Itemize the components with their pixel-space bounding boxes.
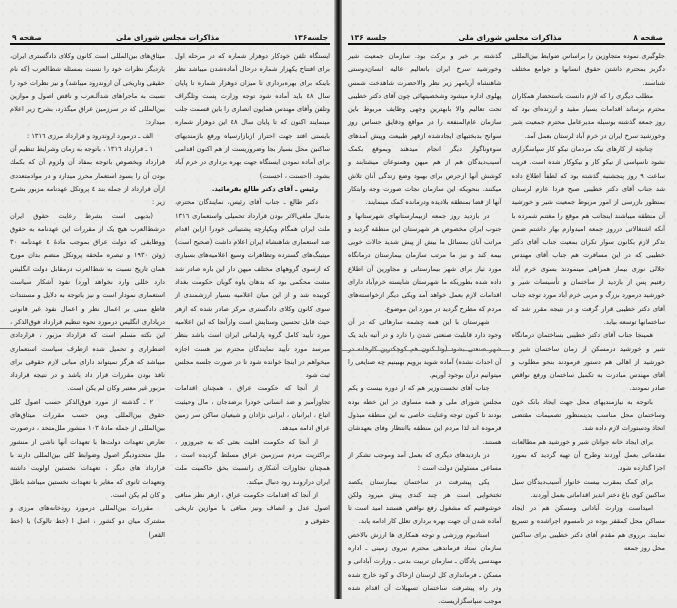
paragraph: استادیوم ورزشی و توجه همکاری ها ارزش بالاخص سازمان ستاد فرماندهی محترم نیروی زمینی ـ اداره مهندسی پادگان ـ سازمان تربیت بدنی ـ وزارت آبادانی و مسکن ـ فرمانداری کل لرستان ازخاک و کود خارج شده ودر راه پیشرفت ساختمان تسهیلات آن اقدام شده موجب سپاسگزاریست.	[348, 530, 502, 606]
paragraph: میثاق‌های بین‌المللی است کانون وکلای دادگستری ایران، باردیگر نظرات خود را نسبت بمسئله شط‌العرب (که نام حقیقی وتاریخی آن اروندرود میباشد) و نیز نظرات خود را نسبت به ماجراهای شدآلـعرب و ناقض اصول و موازین بین‌المللی که در سرزمین عراق میگذرد، بشرح زیر اعلام میدارد:	[10, 52, 165, 127]
paragraph: گذشته بر خیر و برکت بود. سازمان جمعیت شیر وخورشید سرخ ایران باتعالیم عالیه انسان‌دوستی شاهنشاه آریامهر زیر نظر والاحضرت شاهدخت شمس پهلوی اداره میشود وشخصیتهائی چون آقای دکتر خطیبی تحت تعالیم والا بابهترین وجهی وظایف مربوط باین سازمان عام‌المنفعه را در مواقع ودقایق حساس روز سوانح بدبختیهای ایجادشده ازقهر طبیعت وپیش آمدهای سوءوناگوار دیگر انجام میدهند وبموقع بکمک آسیب‌دیدگان هم از هم میهن وهمنوعان میشتابند و کوشش آنها ازحرص برای بهبود وضع زندگی آنان تلاش میکنند. بنحویکه این سازمان نجات صورت وجه وابتکار آنها از قضا بمنطقه بلادیده ودرمانده کمک مینمایند.	[348, 52, 502, 207]
scan-artifact-line	[0, 328, 170, 329]
paragraph: ۲ ـ گذشته از مورد فوق‌الذکر حسب اصول کلی حقوق بین‌المللی وبین حسب مقررات میثاق‌های بین‌المللی از جمله مادهٔ ۱۰۳ منشور ملل‌متحد ، درصورت تعارض تعهدات دولت‌ها با تعهدات آنها ناشی از منشور ملل متحدودیگر اصول وضوابط کلی بین‌المللی دارند با قرارداد های دیگر ، تعهدات نخستین اولویت داشته وتعهدات ثانوی که مغایر با تعهدات نخستین میباشد باطل و کان لم یکن است.	[10, 397, 165, 499]
paragraph: مطلب دیگری را که لازم دانست باستحضار همکاران محترم برساند اقدامات بسیار مفید و ارزنده‌ای بود که روز جمعه گذشته بوسیله مدیرعامل محترم جمعیت شیر وخورشید سرخ ایران در خرم آباد لرستان بعمل آمد.	[511, 91, 665, 140]
paragraph: امیداست وزارت آبادانی ومسکن هم در ایجاد مساکن محل کمقفر بوده در تامسوم اجراشده و تسریع نمایند. برروی هم مقدم آقای دکتر خطیبی برای ساکنین محل روز جمعه	[511, 504, 665, 552]
paragraph: ایستگاه تلفن خودکار دوهزار شماره که در مرحله اول برای افتتاح یکهزار شماره درحال آماده‌شدن میباشد نظر باینکه برای بهره‌برداری تا میزان دوهزار شماره تا پایان سال ٤٨ باید آماده شود توجه وزارت پست وتلگراف وتلفن وآقای مهندس همایون انصاری را باین قسمت جلب مینمایند اکنون که تا پایان سال ٤٨ این دوهزار شماره بایستی افتد جهت احتراز ازبازارسیاه ورفع بازمندیهای ساکنین محل بسیار بجا وضروریست از هم اکنون اقدامی برای آماده نمودن ایستگاه جهت بهره برداری در خرم آباد بشود. (احسنت ، احسنت)	[175, 52, 330, 180]
paragraph: از آنجا که حکومت اقلیت بعثی که به جبروزور ، براکثریت مردم سرزمین عراق مسلط گردیده است ، همچنان تجاوزات آشکاری رانسبت بحق حاکمیت ملت ایران درارونـد رود دنبال میکند.	[175, 437, 330, 486]
paragraph: شهرستان با این همه چشمه سارهائی که در آن وجود دارد قابلیت صنعتی شدن را دارد و در آتیه باید یک شهر صنعتی بشود (وتا کنون هم کوچکترین کارخانه در آن احداث نشده) آماده شوید برویم بهبینیم چه صنایعی را میتوانیم درآن بوجود آوریم.	[348, 317, 502, 380]
paragraph: در بازدیدهای دیگری که بعمل آمد وموجب تشکر از مساعی مسئولین دولت است :	[348, 450, 502, 473]
session-number: جلسه۱۳۶	[293, 33, 328, 42]
page-number: صفحه ۸	[633, 33, 663, 42]
page-8	[340, 0, 677, 606]
paragraph: مقررات بین‌المللی درمورد رودخانه‌های مرزی و مشترک میان دو کشور ، اصل ا (خط تالوک) یا (خط القعر)	[10, 504, 165, 539]
paragraph: برای ایجاد خانه جوانان شیر و خورشید هم مطالعات مقدماتی بعمل آوردند وطرح آن تهیه گردید که بمورد اجرا گذارده شود.	[511, 437, 665, 473]
paragraph: در بازدید روز جمعه ازبیمارستانهای شهرستانها و جنوب ایران مخصوص هر شهرستان این منطقه گردید و مراتب آنان بمسائل ما بیش از پیش شدید حالات خوبی بیمه کند و نیز ما مرتب سازمان بیمارستان درمانگاه مورد نیاز برای شهر بیمارستانی و مجاورین آن اطلاع داده شده بطوریکه ما شهرستان شایسته خرم‌آباد دارای اقدامات لازم بعمل خواهد آمد ویکی دیگر ازخواسته‌های مردم که مطرح گردید در مورد این موضوع.	[348, 211, 502, 313]
session-number: جلسه ۱۳۶	[350, 33, 387, 42]
paragraph: از آنجا که اقدامات حکومت عراق ، ازهر نظر منافی اصول عدل و انصاف ونیز منافی با موازین تاریخی حقوقی و	[175, 490, 330, 526]
paragraph: (بدیهی است بشرط رعایت حقوق ایران درشط‌العرب هیچ یک از مقررات این عهدنامه به حقوق ووظایفی که دولت عراق بموجب مادهٔ ٤ عهدنامه ۳۰ ژوئن ۱۹۳۰ و تبصره ملحقه پروتکل منضم بدان مورخ همان تاریخ نسبت به شط‌العرب درمقابل دولت انگلیس دارد خللی وارد نخواهد آورد) نفوذ آشکار سیاست استعماری نمودار است و نیز باتوجه به دلایل و مستندات قاطع مبنی بر اعمال نظر و اعمال نفوذ غیر قانونی دریاداری انگلیس درمورد نحوه تنظیم قرارداد فوق‌الذکر ، این نکته مسلم است که قرارداد مزبور ، قراردادی اضطراری و تحمیل شده ازطرف سیاست استعماری میباشد که هرگز نمیتواند دارای مبانی لازم حقوقی برای نافذ بودن مقررات قرار داد باشد و در نتیجه قرارداد مزبور غیر معتبر وکان لم یکن است.	[10, 211, 166, 393]
section-heading: الف ـ درمورد اروندرود و قرارداد مرزی ۱۳۱٦ :	[27, 131, 153, 140]
column-left	[348, 50, 502, 608]
paragraph: ۱ ـ قرارداد ۱۳۱٦ ، باتوجه به زمان وشرایط تنظیم آن قرارداد وبخصوص باتوجه بمفاد آن ولزوم آن كه بكمك بودن آن را بسود استعمار محرز میدارد و در موادمتعددی ازآن قرارداد از جمله بند ٤ پروتکل عهدنامه مزبور بشرح زیر :	[10, 145, 165, 207]
paragraph: دکتر طالع ـ جناب آقای رئیس، نمایندگان محترم، بدنبال ملغی‌الاثر بودن قرارداد تحمیلی واستعماری ۱۳۱٦ ملت ایران همگام ویکپارچه پشتیبانی خودرا ازاین اقدام ضد استعماری شاهنشاه ایران اعلام داشت (صحیح است) میتینگ‌های گسترده وتظاهرات وسیع اعلامیه‌های بسیاری که ازسوی گروههای مختلف میهن دار این باره صادر شد مشت محکمی بود که بدهان یاوه گویان حکومت بغداد کوبیده شد و از این میان اعلامیه بسیار ارزشمندی از سوی کانون وکلای دادگستری مرکز صادر شده که ازهر حیث قابل تحسین وستایش است وازآنجا که این اعلامیه مورد تأیید کامل گروه پارلمانی ایران است باشد بنظر میرسد مورد تأیید نمایندگان محترم نیز هست اجازه میخواهم در اینجا خوانده شود تا در صورت جلسه مجلس ثبت شود	[175, 198, 330, 380]
scan-artifact-line	[340, 350, 510, 351]
column-right	[512, 50, 666, 608]
running-header	[348, 30, 665, 45]
running-title: مذاکرات مجلس شورای ملی	[458, 33, 562, 42]
text-columns	[348, 50, 665, 608]
paragraph: همینجا جناب آقای دکتر خطیبی بساختمان درمانگاه شیر و خورشید درمسکن از زمان ساختمان شیر و خورشید از اهالی هم دستور فرمودند بنحو مطلوب و آقای مهندس مبادرت به تکمیل ساختمان ورفع نواقص صادر نمودند.	[511, 331, 665, 393]
running-header	[10, 30, 330, 45]
paragraph: یکی پیشرفت در ساختمان بیمارستان یکصد تختخوابی است هر چند کندی پیش میرود ولکن خوشوقتیم که مشغول رفع نواقص هستند امید است تا آماده شدن آن جهت بهره برداری تعلل کار ادامه یابد.	[348, 477, 502, 526]
text-columns	[10, 50, 330, 542]
column-right	[175, 50, 330, 542]
speaker-line: رئیس ـ آقای دکتر طالع بفرمائید.	[211, 184, 318, 193]
paragraph: جناب آقای نخست‌وزیر هم که از دوره بیست و یکم مجلس شورای ملی و همه مساوی در این خطه بوده بودند تا کنون توجه وعنایت خاصی به این منطقه مبذول فرموده اند لذا مردم این منطقه باانتظار وفای بعهدشان هستند.	[348, 384, 502, 446]
column-left	[10, 50, 165, 542]
paragraph: از آنجا که حکومت عراق ، همچنان اقدامات تجاوزآمیز و ضد انسانی خودرا برضدجان ، مال وحیثیت اتباع ، ایرانیان ، ایرانی نژادان و شیعیان ساکن سر زمین عراق ادامه میدهد.	[175, 384, 330, 433]
paragraph: برای کمک بمقرب بیست خانوار آسیب‌دیدگان سیل ساکنین کوی باغ دختر اندیز اقداماتی بعمل آوردند.	[511, 477, 665, 499]
paragraph: چنانچه از کارهای نیک مردمان نیکو کار سپاسگزاری نشود ناسپاسی از نیکو کار و نیکوکار شده است. قریب ساعت ۹ روز پنجشنبه گذشته بود که لطفاً اطلاع داده شد جناب آقای دکتر خطیبی صبح فردا عازم لرستان بمنظور بازرسی از امور مربوط جمعیت شیر و خورشید آن منطقه میباشند اینجانب هم موقع را مغتنم شمرده با آنکه اشتغالاتی درروز جمعه امیدوارم بهار داشتم ضمن تذکر لازم بکانون سوار تکران بمعیت جناب آقای دکتر خطیبی که در این مسافرت هم جناب آقای مهندس جلالی نوری بیمار همراهی مینمودند بسوی خرم آباد رفتیم پس از بازدید از ساختمان و تأسیسات شیر و خورشید درمورد بزرگ و مربی خرم آباد مورد توجه جناب آقای دکتر خطیبی قرار گرفت و در نتیجه مقرر شد که ساختمانها توسعه بیابد.	[511, 145, 665, 326]
paragraph: جلوگیری نموده متجاوزین را براساس ضوابط بین‌المللی دگربز بمحترم داشتن حقوق انسانها و جوامع مختلف شناسند.	[511, 52, 665, 87]
page-number: صفحه ۹	[12, 33, 42, 42]
paragraph: باتوجه به نیازمندیهای محل جهت ایجاد بانک خون وساختمان محل مناسب بدینمنظور تصمیمات مقتضی اتخاذ ودستورات لازم داده شد.	[511, 397, 665, 433]
page-9	[0, 0, 338, 599]
running-title: مذاکرات مجلس شورای ملی	[116, 33, 220, 42]
